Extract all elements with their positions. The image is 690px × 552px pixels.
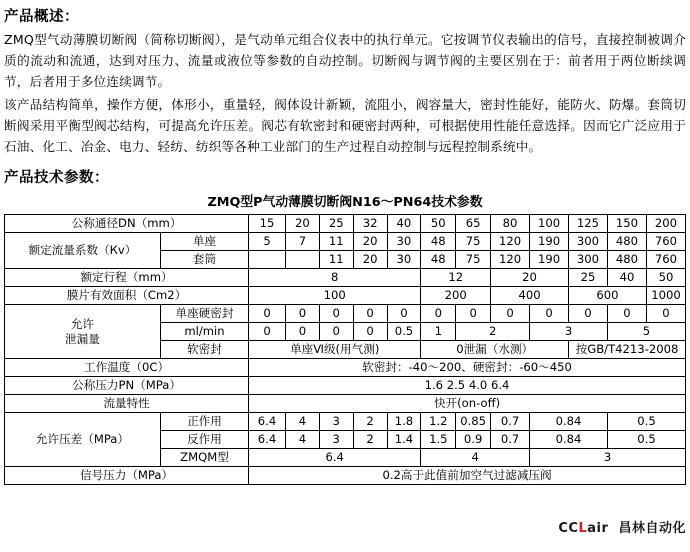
kv-sleeve-9: 300 (569, 251, 608, 269)
params-heading: 产品技术参数： (4, 170, 109, 186)
mlmin-8: 5 (607, 323, 685, 341)
watermark-brand: 昌林自动化 (618, 521, 686, 536)
table-row (5, 305, 686, 323)
kv-single-10: 480 (607, 233, 646, 251)
dn-value-150: 150 (607, 215, 646, 233)
leak-label-line1: 允许 (70, 316, 95, 331)
hard-seal-1: 0 (285, 305, 319, 323)
diaphragm-value-0: 100 (249, 287, 421, 305)
kv-sleeve-7: 120 (491, 251, 530, 269)
table-row (5, 269, 686, 287)
diaphragm-value-2: 400 (491, 287, 569, 305)
hard-seal-3: 0 (353, 305, 387, 323)
hard-seal-5: 0 (421, 305, 456, 323)
dp-reverse-label: 反作用 (160, 431, 248, 449)
stroke-value-5: 50 (646, 269, 685, 287)
dn-value-25: 25 (319, 215, 353, 233)
dn-value-200: 200 (646, 215, 685, 233)
mlmin-5: 1 (421, 323, 456, 341)
mlmin-0: 0 (249, 323, 286, 341)
hard-seal-7: 0 (491, 305, 530, 323)
mlmin-6: 2 (456, 323, 530, 341)
kv-sleeve-0 (249, 251, 286, 269)
kv-single-3: 20 (353, 233, 387, 251)
hard-seal-11: 0 (646, 305, 685, 323)
kv-sleeve-2: 11 (319, 251, 353, 269)
mlmin-7: 3 (530, 323, 608, 341)
kv-sleeve-4: 30 (387, 251, 421, 269)
dp-reverse-9: 0.5 (607, 431, 685, 449)
stroke-value-0: 8 (249, 269, 421, 287)
stroke-value-1: 12 (421, 269, 491, 287)
diaphragm-value-4: 1000 (646, 287, 685, 305)
diaphragm-value-3: 600 (569, 287, 647, 305)
flow-char-label: 流量特性 (5, 395, 249, 413)
pn-label: 公称压力PN（MPa） (5, 377, 249, 395)
dn-label: 公称通径DN（mm） (5, 215, 249, 233)
table-row (5, 467, 686, 485)
dp-reverse-6: 0.9 (456, 431, 491, 449)
dn-value-65: 65 (456, 215, 491, 233)
dp-reverse-5: 1.5 (421, 431, 456, 449)
dp-direct-4: 1.8 (387, 413, 421, 431)
overview-paragraph-1: ZMQ型气动薄膜切断阀（简称切断阀），是气动单元组合仪表中的执行单元。它按调节仪表输出的信号，直接控制被调介质的流动和流通，达到对压力、流量或液位等参数的自动控制。切断阀与调节阀的主要区别在于：前者用于两位断续调节，后者用于多位连续调节。 (4, 32, 686, 89)
kv-sleeve-3: 20 (353, 251, 387, 269)
dp-reverse-2: 3 (319, 431, 353, 449)
dn-value-100: 100 (530, 215, 569, 233)
stroke-value-4: 40 (607, 269, 646, 287)
spec-table (4, 214, 686, 485)
table-row (5, 359, 686, 377)
hard-seal-label: 单座硬密封 (160, 305, 248, 323)
kv-single-11: 760 (646, 233, 685, 251)
dp-reverse-8: 0.84 (530, 431, 608, 449)
hard-seal-4: 0 (387, 305, 421, 323)
watermark-suffix: air (587, 521, 609, 536)
table-caption: ZMQ型P气动薄膜切断阀N16～PN64技术参数 (207, 195, 483, 210)
watermark (558, 517, 686, 536)
kv-single-2: 11 (319, 233, 353, 251)
kv-single-8: 190 (530, 233, 569, 251)
diaphragm-label: 膜片有效面积（Cm2） (5, 287, 249, 305)
dp-reverse-1: 4 (285, 431, 319, 449)
dp-direct-3: 2 (353, 413, 387, 431)
stroke-value-3: 25 (569, 269, 608, 287)
stroke-value-2: 20 (491, 269, 569, 287)
soft-seal-label: 软密封 (160, 341, 248, 359)
soft-seal-text-c: 按GB/T4213-2008 (569, 341, 686, 359)
table-row (5, 413, 686, 431)
kv-sleeve-10: 480 (607, 251, 646, 269)
document-page (0, 5, 690, 552)
mlmin-1: 0 (285, 323, 319, 341)
dn-value-40: 40 (387, 215, 421, 233)
leak-label-line2: 泄漏量 (65, 331, 100, 346)
kv-single-7: 120 (491, 233, 530, 251)
mlmin-label: ml/min (160, 323, 248, 341)
kv-sleeve-label: 套筒 (160, 251, 248, 269)
dp-direct-8: 0.84 (530, 413, 608, 431)
pn-value: 1.6 2.5 4.0 6.4 (249, 377, 686, 395)
kv-single-9: 300 (569, 233, 608, 251)
kv-single-6: 75 (456, 233, 491, 251)
dp-reverse-3: 2 (353, 431, 387, 449)
mlmin-2: 0 (319, 323, 353, 341)
mlmin-3: 0 (353, 323, 387, 341)
kv-sleeve-1 (285, 251, 319, 269)
soft-seal-text-a: 单座Ⅵ级(用气测) (249, 341, 421, 359)
hard-seal-6: 0 (456, 305, 491, 323)
dp-direct-0: 6.4 (249, 413, 286, 431)
mlmin-4: 0.5 (387, 323, 421, 341)
flow-char-value: 快开(on-off) (249, 395, 686, 413)
work-temp-label: 工作温度（0C） (5, 359, 249, 377)
dn-value-125: 125 (569, 215, 608, 233)
table-row (5, 287, 686, 305)
dp-reverse-0: 6.4 (249, 431, 286, 449)
diaphragm-value-1: 200 (421, 287, 491, 305)
dp-direct-2: 3 (319, 413, 353, 431)
hard-seal-10: 0 (607, 305, 646, 323)
dp-direct-label: 正作用 (160, 413, 248, 431)
dp-reverse-4: 1.4 (387, 431, 421, 449)
kv-single-5: 48 (421, 233, 456, 251)
dp-label: 允许压差（MPa） (5, 413, 161, 467)
kv-sleeve-6: 75 (456, 251, 491, 269)
kv-single-label: 单座 (160, 233, 248, 251)
dp-direct-7: 0.7 (491, 413, 530, 431)
signal-label: 信号压力（MPa） (5, 467, 249, 485)
dp-direct-9: 0.5 (607, 413, 685, 431)
dp-direct-6: 0.85 (456, 413, 491, 431)
dn-value-32: 32 (353, 215, 387, 233)
zmqm-1: 4 (421, 449, 530, 467)
hard-seal-8: 0 (530, 305, 569, 323)
kv-label: 额定流量系数（Кv） (5, 233, 161, 269)
dn-value-20: 20 (285, 215, 319, 233)
table-row (5, 215, 686, 233)
zmqm-0: 6.4 (249, 449, 421, 467)
dp-reverse-7: 0.7 (491, 431, 530, 449)
watermark-highlight: L (578, 521, 588, 536)
dn-value-50: 50 (421, 215, 456, 233)
dn-value-80: 80 (491, 215, 530, 233)
overview-heading: 产品概述： (4, 9, 79, 25)
dn-value-15: 15 (249, 215, 286, 233)
signal-value: 0.2高于此值前加空气过滤减压阀 (249, 467, 686, 485)
dp-direct-5: 1.2 (421, 413, 456, 431)
watermark-prefix: CC (558, 521, 579, 536)
kv-sleeve-5: 48 (421, 251, 456, 269)
kv-sleeve-11: 760 (646, 251, 685, 269)
table-row (5, 377, 686, 395)
table-row (5, 395, 686, 413)
hard-seal-2: 0 (319, 305, 353, 323)
table-row (5, 233, 686, 251)
kv-single-0: 5 (249, 233, 286, 251)
zmqm-label: ZMQM型 (160, 449, 248, 467)
leak-label (5, 305, 161, 359)
kv-single-1: 7 (285, 233, 319, 251)
hard-seal-9: 0 (569, 305, 608, 323)
overview-paragraph-2: 该产品结构简单，操作方便，体形小，重量轻，阀体设计新颖，流阻小，阀容量大，密封性能好，能防火、防爆。套筒切断阀采用平衡型阀芯结构，可提高允许压差。阀芯有软密封和硬密封两种，可根据使用性能任意选择。因而它广泛应用于石油、化工、冶金、电力、轻纺、纺织等各种工业部门的生产过程自动控制与远程控制系统中。 (4, 97, 686, 154)
zmqm-2: 3 (530, 449, 686, 467)
dp-direct-1: 4 (285, 413, 319, 431)
stroke-label: 额定行程（mm） (5, 269, 249, 287)
soft-seal-text-b: 0泄漏（水测） (421, 341, 569, 359)
kv-sleeve-8: 190 (530, 251, 569, 269)
kv-single-4: 30 (387, 233, 421, 251)
work-temp-value: 软密封：-40～200、硬密封：-60～450 (249, 359, 686, 377)
hard-seal-0: 0 (249, 305, 286, 323)
